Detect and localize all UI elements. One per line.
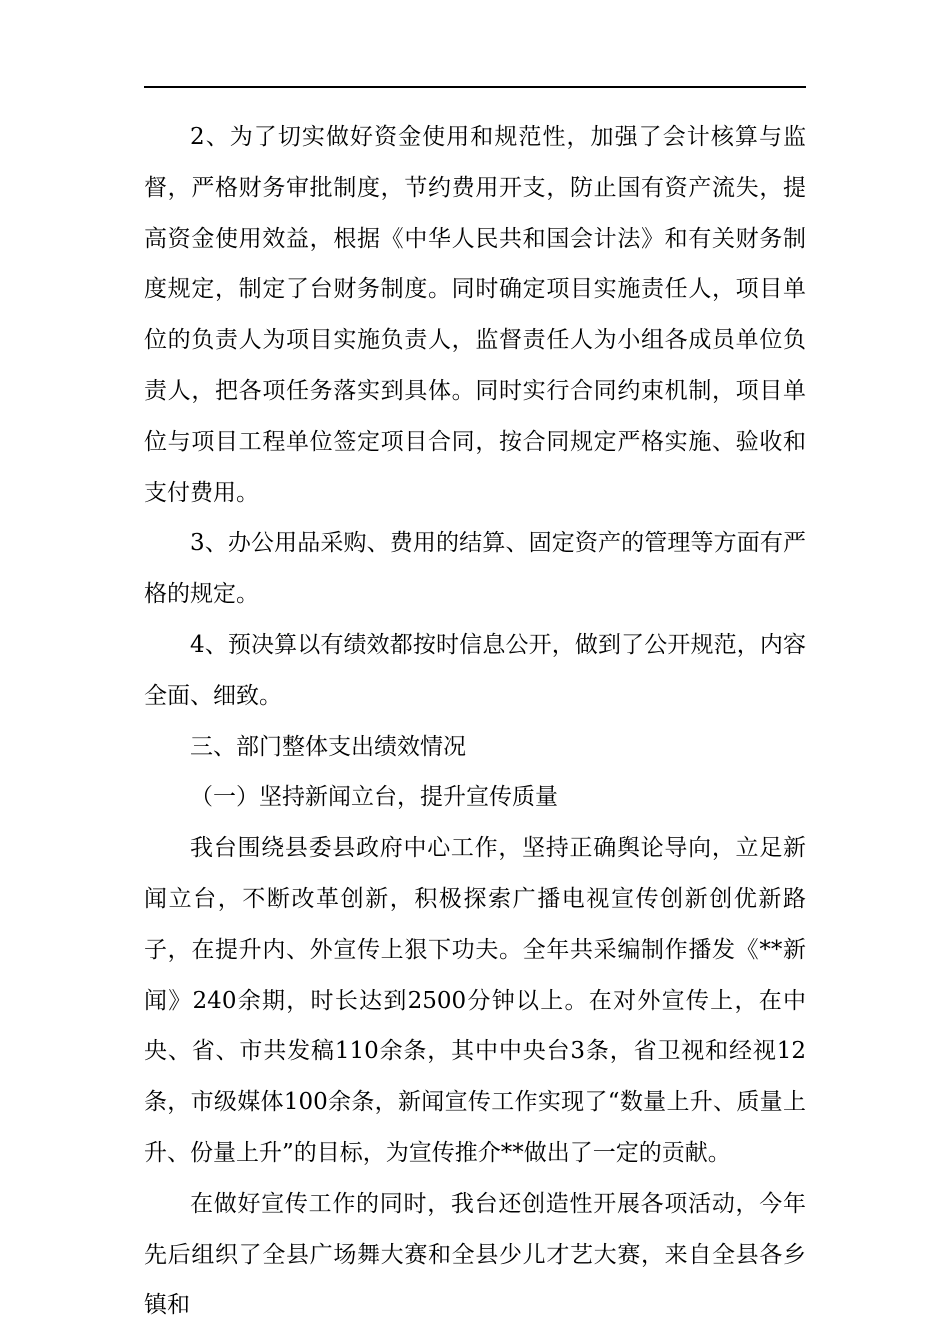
header-rule <box>144 86 806 88</box>
paragraph-news: 我台围绕县委县政府中心工作，坚持正确舆论导向，立足新闻立台，不断改革创新，积极探索广播电视宣传创新创优新路子，在提升内、外宣传上狠下功夫。全年共采编制作播发《**新闻》240余期，时长达到2500分钟以上。在对外宣传上，在中央、省、市共发稿110余条，其中中央台3条，省卫视和经视12条，市级媒体100余条，新闻宣传工作实现了“数量上升、质量上升、份量上升”的目标，为宣传推介**做出了一定的贡献。 <box>144 835 806 1166</box>
paragraph-item-3: 3、办公用品采购、费用的结算、固定资产的管理等方面有严格的规定。 <box>144 530 806 608</box>
document-body <box>144 112 806 1331</box>
section-heading: 三、部门整体支出绩效情况 <box>190 733 466 760</box>
paragraph-item-2: 2、为了切实做好资金使用和规范性，加强了会计核算与监督，严格财务审批制度，节约费用开支，防止国有资产流失，提高资金使用效益，根据《中华人民共和国会计法》和有关财务制度规定，制定了台财务制度。同时确定项目实施责任人，项目单位的负责人为项目实施负责人，监督责任人为小组各成员单位负责人，把各项任务落实到具体。同时实行合同约束机制，项目单位与项目工程单位签定项目合同，按合同规定严格实施、验收和支付费用。 <box>144 124 806 506</box>
paragraph-item-4: 4、预决算以有绩效都按时信息公开，做到了公开规范，内容全面、细致。 <box>144 631 806 709</box>
subsection-heading: （一）坚持新闻立台，提升宣传质量 <box>190 784 558 811</box>
paragraph-activities: 在做好宣传工作的同时，我台还创造性开展各项活动，今年先后组织了全县广场舞大赛和全县少儿才艺大赛，来自全县各乡镇和 <box>144 1190 806 1319</box>
